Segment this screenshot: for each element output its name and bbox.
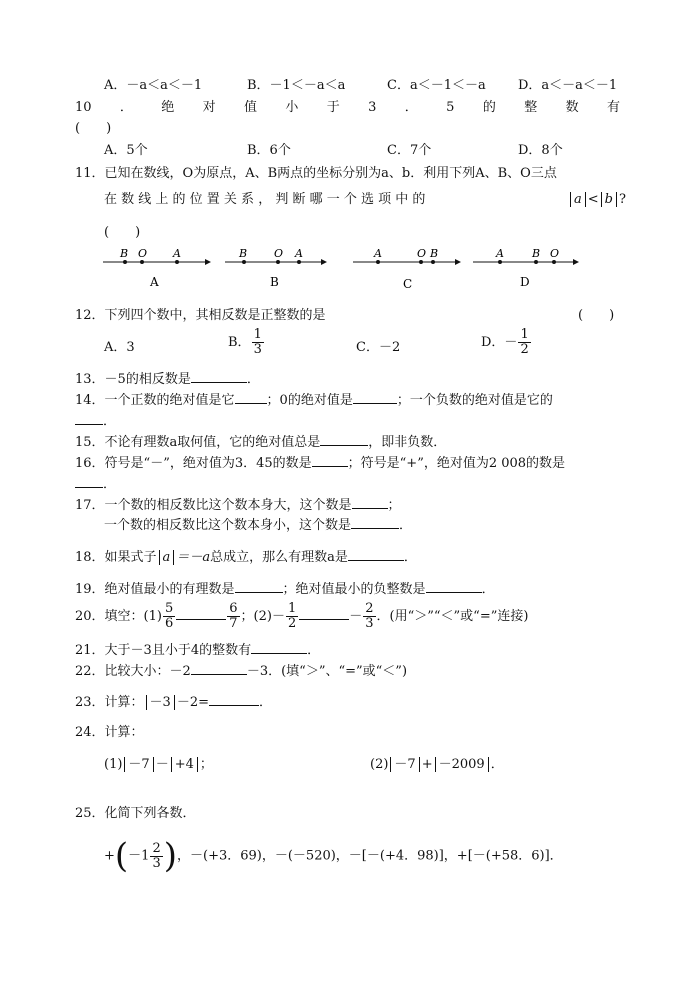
q10-number: 10 — [75, 100, 92, 115]
abs-value: －2009 — [435, 757, 489, 772]
q18: 18．如果式子 a ＝－a总成立，那么有理数a是 ． — [75, 550, 417, 565]
abs-a: a — [570, 192, 586, 207]
q10-answer-paren: ( ) — [75, 121, 112, 136]
denominator: 3 — [365, 616, 374, 631]
fraction — [286, 602, 298, 631]
blank[interactable] — [191, 370, 247, 383]
q11-line2: 在 数 线 上 的 位 置 关 系 ， 判 断 哪 一 个 选 项 中 的 — [104, 192, 426, 207]
numberline-label-a: A — [150, 275, 159, 289]
q24-p1-end: ； — [199, 757, 213, 772]
point-a: A — [295, 247, 303, 260]
q20-t2: ；(2)－ — [240, 609, 285, 624]
q13-text: 13．－5的相反数是 — [75, 372, 191, 387]
q23: 23．计算： －3 －2= ． — [75, 695, 273, 710]
q17-t1-end: ； — [387, 498, 401, 513]
numberline-label-b: B — [270, 275, 279, 289]
point-a: A — [496, 247, 504, 260]
q25-expression — [104, 836, 563, 877]
numberline-b — [225, 247, 327, 289]
numberline-a — [103, 247, 211, 289]
numberline-c — [353, 247, 461, 291]
q14-t1: 14．一个正数的绝对值是它 — [75, 393, 235, 408]
blank[interactable] — [426, 580, 482, 593]
numerator: 1 — [520, 327, 529, 342]
q21-text: 21．大于－3且小于4的整数有 — [75, 643, 252, 658]
paren-right: ) — [163, 836, 177, 876]
numberline-label-c: C — [403, 277, 413, 291]
blank[interactable] — [320, 433, 368, 446]
abs-value: －3 — [146, 695, 175, 710]
q17-t2: 一个数的相反数比这个数本身小，这个数是 — [104, 518, 352, 533]
point-a: A — [374, 247, 382, 260]
point-b: B — [430, 247, 439, 260]
abs-value: －7 — [124, 757, 153, 772]
blank[interactable] — [251, 641, 307, 654]
numerator: 2 — [365, 601, 374, 616]
q10-option-c: C．7个 — [387, 143, 432, 158]
q12-option-a: A．3 — [104, 340, 135, 355]
blank[interactable] — [75, 412, 103, 425]
q22-t2: －3．(填“＞”、“=”或“＜”) — [246, 664, 408, 679]
blank[interactable] — [352, 496, 388, 509]
q9-option-a: A．－a＜a＜－1 — [104, 78, 203, 93]
q11-number-lines — [95, 244, 605, 292]
q22-t1: 22．比较大小：－2 — [75, 664, 191, 679]
numerator: 6 — [229, 601, 238, 616]
q9-option-b: B．－1＜－a＜a — [247, 78, 346, 93]
q10-stem — [75, 100, 620, 116]
q10-w7: 5 — [446, 100, 455, 115]
abs-value: －7 — [390, 757, 419, 772]
q19: 19．绝对值最小的有理数是 ；绝对值最小的负整数是 ． — [75, 582, 495, 597]
numerator: 1 — [253, 327, 262, 342]
numberline-label-d: D — [520, 275, 530, 289]
q10-dot: ． — [119, 100, 133, 115]
q17-t1: 17．一个数的相反数比这个数本身大，这个数是 — [75, 498, 352, 513]
q10-option-b: B．6个 — [247, 143, 291, 158]
q12-option-d — [481, 328, 532, 357]
blank[interactable] — [353, 391, 397, 404]
q11-abs-expression: a < b ? — [568, 192, 626, 208]
q18-t2: 总成立，那么有理数a是 — [210, 550, 348, 565]
numerator: 2 — [152, 840, 161, 856]
numberline-d — [473, 247, 579, 289]
q10-option-d: D．8个 — [518, 143, 563, 158]
q13: 13．－5的相反数是 ． — [75, 372, 260, 387]
q10-w10: 数 — [565, 100, 579, 115]
q12-answer-paren: ( ) — [578, 308, 615, 323]
denominator: 7 — [229, 616, 238, 631]
abs-a: a — [159, 550, 175, 565]
q10-w6: ． — [404, 100, 418, 115]
fraction — [163, 602, 175, 631]
q15-t2: ，即非负数． — [368, 435, 447, 450]
point-o: O — [138, 247, 148, 260]
paren-left: ( — [114, 836, 129, 876]
q10-w4: 于 — [326, 100, 340, 115]
q12-option-b-label: B． — [228, 335, 251, 350]
point-b: B — [239, 247, 248, 260]
blank[interactable] — [299, 607, 349, 620]
q22 — [75, 662, 407, 680]
denominator: 3 — [253, 342, 262, 357]
q24-title: 24．计算： — [75, 725, 144, 740]
q24-part2 — [370, 757, 504, 773]
numerator: 5 — [164, 601, 174, 616]
q16-t2: ；符号是“+”，绝对值为2 008的数是 — [347, 456, 566, 471]
q23-t1: 23．计算： — [75, 695, 144, 710]
blank[interactable] — [176, 607, 226, 620]
q18-t1: 18．如果式子 — [75, 550, 157, 565]
q24-p1-op: － — [155, 757, 169, 772]
fraction — [227, 602, 239, 631]
blank[interactable] — [312, 454, 348, 467]
q10-w11: 有 — [606, 100, 620, 115]
q10-w9: 整 — [524, 100, 538, 115]
q14-cont: ． — [75, 412, 116, 430]
q19-t2: ；绝对值最小的负整数是 — [282, 582, 426, 597]
q10-w0: 绝 — [161, 100, 175, 115]
q10-w2: 值 — [244, 100, 258, 115]
q10-w1: 对 — [202, 100, 216, 115]
numerator: 1 — [287, 601, 297, 616]
q9-option-c: C．a＜－1＜－a — [387, 78, 486, 93]
abs-value: +4 — [171, 757, 198, 772]
blank[interactable] — [351, 516, 399, 529]
fraction — [518, 328, 530, 357]
abs-b: b — [601, 192, 617, 207]
q25-neg: －1 — [128, 848, 150, 864]
blank[interactable] — [235, 580, 283, 593]
denominator: 2 — [520, 342, 529, 357]
q10-w3: 小 — [285, 100, 299, 115]
point-o: O — [417, 247, 427, 260]
q12-stem: 12．下列四个数中，其相反数是正整数的是 — [75, 308, 326, 323]
q25-plus: + — [104, 848, 115, 864]
q10-option-a: A．5个 — [104, 143, 148, 158]
q14-t3: ；一个负数的绝对值是它的 — [396, 393, 553, 408]
q23-t2: －2= — [176, 695, 209, 710]
point-o: O — [274, 247, 284, 260]
q24-part1 — [104, 757, 213, 773]
q11-line1: 11．已知在数线，O为原点，A、B两点的坐标分别为a、b．利用下列A、B、O三点 — [75, 166, 557, 181]
q16-cont: ． — [75, 475, 116, 493]
q12-option-d-label: D．－ — [481, 335, 518, 350]
q17-line1 — [75, 496, 401, 514]
q24-p2-label: (2) — [370, 757, 389, 772]
q20-t4: ．(用“＞”“＜”或“=”连接) — [376, 609, 529, 624]
q10-w5: 3 — [368, 100, 377, 115]
q10-w8: 的 — [482, 100, 496, 115]
q12-option-c: C．－2 — [356, 340, 401, 355]
blank[interactable] — [348, 548, 404, 561]
q16 — [75, 454, 565, 472]
blank[interactable] — [209, 693, 259, 706]
q20-t3: － — [349, 609, 363, 624]
point-o: O — [550, 247, 560, 260]
q20 — [75, 600, 528, 634]
q15-t1: 15．不论有理数a取何值，它的绝对值总是 — [75, 435, 321, 450]
q25-title: 25．化简下列各数． — [75, 806, 196, 821]
q18-mid: ＝－a — [176, 550, 211, 565]
q24-p1-label: (1) — [104, 757, 123, 772]
q24-p2-op: + — [421, 757, 433, 772]
q14-t2: ；0的绝对值是 — [266, 393, 353, 408]
q12-option-b — [228, 328, 265, 357]
blank[interactable] — [235, 391, 267, 404]
fraction — [150, 842, 162, 871]
q20-t1: 20．填空：(1) — [75, 609, 162, 624]
q25-rest: ，－(+3．69)，－(－520)，－[－(+4．98)]，+[－(+58．6)]． — [177, 848, 563, 864]
q15 — [75, 433, 446, 451]
q9-option-d: D．a＜－a＜－1 — [518, 78, 618, 93]
q21: 21．大于－3且小于4的整数有 ． — [75, 643, 321, 658]
q19-t1: 19．绝对值最小的有理数是 — [75, 582, 235, 597]
blank[interactable] — [191, 662, 247, 675]
q14 — [75, 391, 553, 409]
denominator: 6 — [164, 616, 174, 631]
fraction — [363, 602, 375, 631]
q17-line2: 一个数的相反数比这个数本身小，这个数是 ． — [104, 518, 413, 533]
q11-answer-paren: ( ) — [104, 225, 141, 240]
q16-t1: 16．符号是“－”，绝对值为3．45的数是 — [75, 456, 312, 471]
denominator: 3 — [152, 855, 161, 871]
q24-p2-end: ． — [490, 757, 504, 772]
point-a: A — [173, 247, 181, 260]
point-b: B — [120, 247, 129, 260]
point-b: B — [532, 247, 541, 260]
blank[interactable] — [75, 475, 103, 488]
fraction — [252, 328, 264, 357]
denominator: 2 — [287, 616, 297, 631]
